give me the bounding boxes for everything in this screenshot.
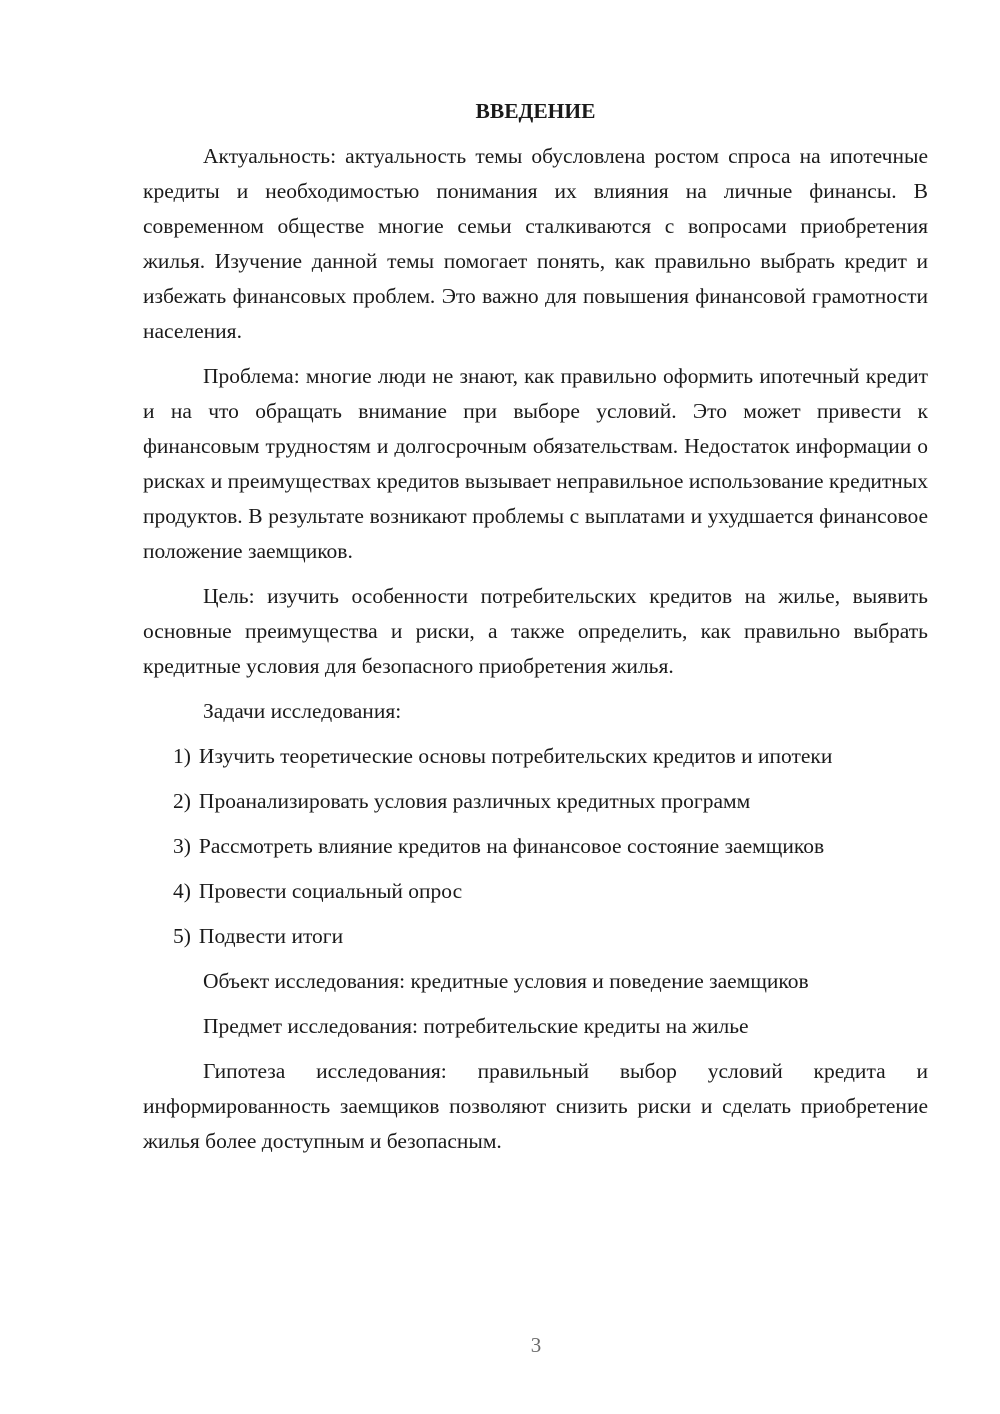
task-text: Подвести итоги [198, 924, 344, 948]
paragraph-subject: Предмет исследования: потребительские кредиты на жилье [203, 1014, 749, 1038]
task-item-1 [143, 739, 928, 774]
task-number: 4) [173, 879, 191, 903]
task-number: 3) [173, 834, 191, 858]
page-content [143, 94, 928, 1169]
tasks-heading: Задачи исследования: [203, 699, 402, 723]
paragraph-hypothesis: Гипотеза исследования: правильный выбор условий кредита и информированность заемщиков позволяют снизить риски и сделать приобретение жилья более доступным и безопасным. [143, 1059, 928, 1153]
task-text: Проанализировать условия различных кредитных программ [198, 789, 751, 813]
tasks-list [143, 739, 928, 954]
task-text: Изучить теоретические основы потребительских кредитов и ипотеки [198, 744, 833, 768]
task-number: 5) [173, 924, 191, 948]
task-item-4 [143, 874, 928, 909]
task-number: 1) [173, 744, 191, 768]
task-text: Провести социальный опрос [198, 879, 463, 903]
task-item-2 [143, 784, 928, 819]
paragraph-problem: Проблема: многие люди не знают, как правильно оформить ипотечный кредит и на что обращать внимание при выборе условий. Это может привести к финансовым трудностям и долгосрочным обязательствам. Недостаток информации о рисках и преимуществах кредитов вызывает неправильное использование кредитных продуктов. В результате возникают проблемы с выплатами и ухудшается финансовое положение заемщиков. [143, 364, 928, 563]
section-title: ВВЕДЕНИЕ [475, 99, 596, 123]
task-number: 2) [173, 789, 191, 813]
page-number: 3 [530, 1333, 542, 1357]
paragraph-object: Объект исследования: кредитные условия и поведение заемщиков [203, 969, 809, 993]
task-text: Рассмотреть влияние кредитов на финансовое состояние заемщиков [198, 834, 825, 858]
task-item-5 [143, 919, 928, 954]
task-item-3 [143, 829, 928, 864]
paragraph-relevance: Актуальность: актуальность темы обусловлена ростом спроса на ипотечные кредиты и необходимостью понимания их влияния на личные финансы. В современном обществе многие семьи сталкиваются с вопросами приобретения жилья. Изучение данной темы помогает понять, как правильно выбрать кредит и избежать финансовых проблем. Это важно для повышения финансовой грамотности населения. [143, 144, 928, 343]
paragraph-goal: Цель: изучить особенности потребительских кредитов на жилье, выявить основные преимущества и риски, а также определить, как правильно выбрать кредитные условия для безопасного приобретения жилья. [143, 584, 928, 678]
